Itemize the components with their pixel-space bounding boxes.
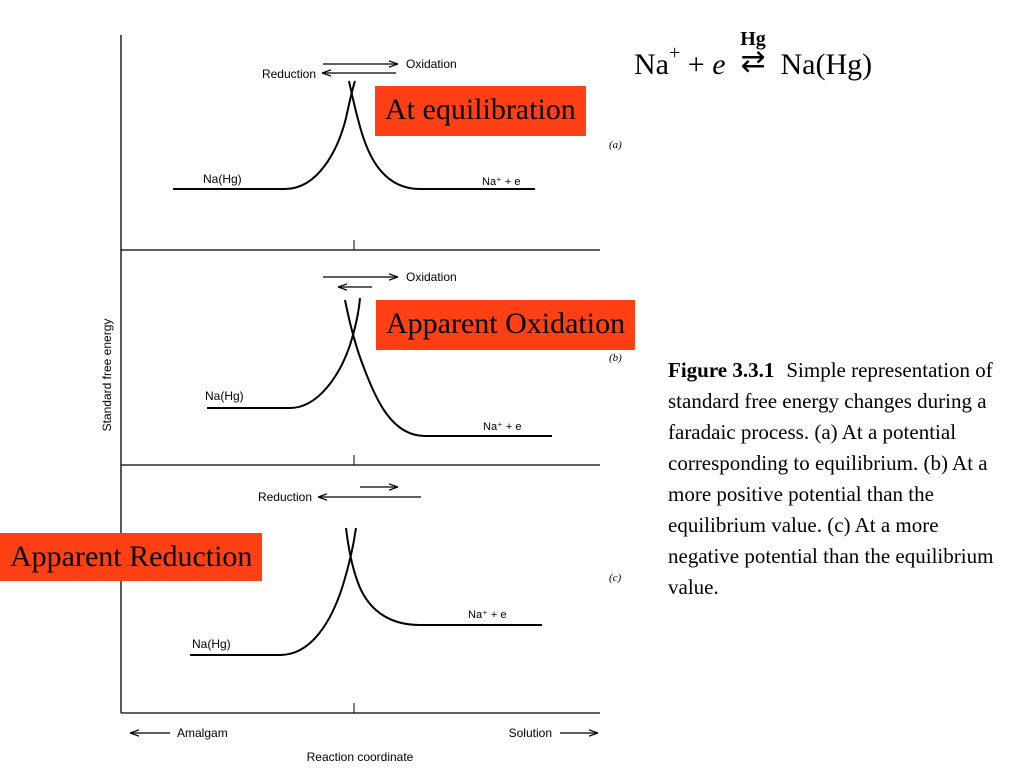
callout-apparent-reduction: Apparent Reduction (0, 533, 262, 581)
x-axis-label: Reaction coordinate (306, 750, 414, 764)
panel-c-left-species: Na(Hg) (192, 637, 231, 651)
amalgam-label: Amalgam (177, 726, 228, 740)
equation-plus: + (687, 48, 705, 81)
figure-number: Figure 3.3.1 (668, 358, 775, 382)
panel-b-left-species: Na(Hg) (205, 389, 244, 403)
equation-electron: e (712, 48, 726, 81)
panel-a-left-curve (173, 81, 355, 189)
equation-over-arrow: Hg (740, 28, 766, 50)
equation-reactant: Na (634, 48, 669, 81)
panel-c-reduction-label: Reduction (257, 490, 312, 504)
panel-b-tag: (b) (609, 352, 622, 364)
reaction-equation (634, 28, 873, 82)
callout-apparent-oxidation: Apparent Oxidation (376, 300, 635, 350)
equation-charge: + (668, 42, 681, 64)
equation-arrow: ⇄ (740, 45, 766, 78)
solution-label: Solution (508, 726, 552, 740)
callout-at-equilibration: At equilibration (375, 86, 586, 136)
panel-b-right-species: Na⁺ + e (483, 421, 522, 433)
panel-a-reduction-label: Reduction (261, 67, 316, 81)
panel-a-right-species: Na⁺ + e (482, 176, 521, 188)
panel-a-left-species: Na(Hg) (203, 172, 242, 186)
figure-caption (668, 355, 1008, 603)
equilibrium-arrow-icon (733, 28, 773, 78)
caption-text: Simple representation of standard free energy changes during a faradaic process. (a) At a potential corresponding to equilibrium. (b) At a more positive potential than the equilibrium value. (c) At a more negative potential than the equilibrium value. (668, 358, 994, 599)
panel-a-tag: (a) (609, 139, 622, 151)
panel-b-oxidation-label: Oxidation (406, 270, 457, 284)
panel-c-right-curve (346, 528, 542, 625)
panel-c-tag: (c) (609, 572, 622, 584)
y-axis-label: Standard free energy (100, 318, 114, 432)
equation-product: Na(Hg) (780, 48, 873, 81)
panel-a-oxidation-label: Oxidation (406, 57, 457, 71)
panel-c-right-species: Na⁺ + e (468, 609, 507, 621)
